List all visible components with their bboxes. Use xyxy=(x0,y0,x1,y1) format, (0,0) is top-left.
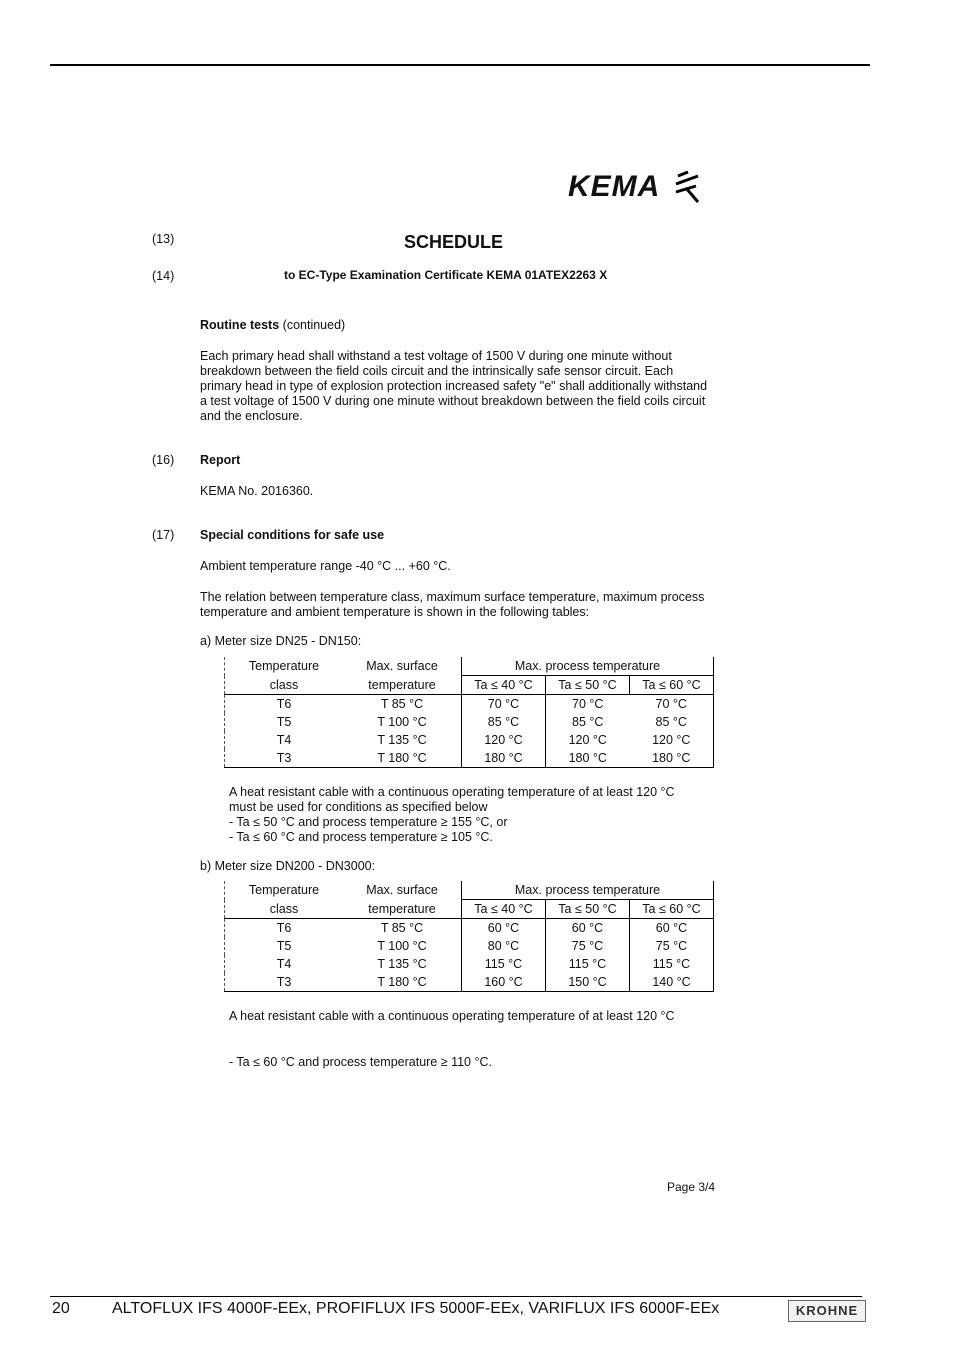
cell-ta40: 70 °C xyxy=(462,695,546,714)
routine-tests-heading xyxy=(200,318,345,333)
cell-class: T6 xyxy=(225,919,344,938)
cell-surface: T 100 °C xyxy=(377,939,427,953)
table-subheader-row xyxy=(225,900,714,919)
cell-class: T4 xyxy=(225,955,344,973)
ambient-range: Ambient temperature range -40 °C ... +60 °C. xyxy=(200,559,451,573)
cell-ta50: 150 °C xyxy=(546,973,630,992)
header-process: Max. process temperature xyxy=(462,657,714,676)
bottom-rule xyxy=(50,1296,862,1297)
table-row xyxy=(225,937,714,955)
cell-surface: T 135 °C xyxy=(377,957,427,971)
table-subheader-row xyxy=(225,676,714,695)
header-surface: Max. surface xyxy=(366,659,438,674)
cell-ta40: 60 °C xyxy=(462,919,546,938)
routine-line: and the enclosure. xyxy=(200,409,303,423)
cell-class: T3 xyxy=(225,973,344,992)
cell-ta50: 120 °C xyxy=(546,731,630,749)
header-ta50: Ta ≤ 50 °C xyxy=(546,900,630,919)
section-number-14: (14) xyxy=(152,269,175,283)
header-ta60: Ta ≤ 60 °C xyxy=(630,676,714,695)
table-header-row xyxy=(225,881,714,900)
cell-surface: T 85 °C xyxy=(343,919,462,938)
cell-ta40: 180 °C xyxy=(462,749,546,768)
cell-ta60: 180 °C xyxy=(630,749,714,768)
cell-class: T5 xyxy=(225,713,344,731)
cell-ta50: 115 °C xyxy=(546,955,630,973)
top-rule xyxy=(50,64,870,66)
table-row xyxy=(225,955,714,973)
table-b-note-2: - Ta ≤ 60 °C and process temperature ≥ 110 °C. xyxy=(229,1055,492,1069)
table-row xyxy=(225,731,714,749)
header-ta40: Ta ≤ 40 °C xyxy=(462,676,546,695)
table-b-note-1: A heat resistant cable with a continuous operating temperature of at least 120 °C xyxy=(229,1009,675,1023)
cell-ta50: 70 °C xyxy=(546,695,630,714)
routine-line: breakdown between the field coils circuit and the intrinsically safe sensor circuit. Each xyxy=(200,364,674,378)
header-process: Max. process temperature xyxy=(462,881,714,900)
table-a-notes xyxy=(229,785,675,845)
kema-logo-text: KEMA xyxy=(568,170,661,203)
cell-ta40: 120 °C xyxy=(462,731,546,749)
cell-ta60: 75 °C xyxy=(630,937,714,955)
report-heading: Report xyxy=(200,453,241,467)
cell-surface: T 135 °C xyxy=(377,733,427,747)
table-b-caption: b) Meter size DN200 - DN3000: xyxy=(200,859,376,873)
header-class-2: class xyxy=(225,900,344,919)
routine-tests-title: Routine tests xyxy=(200,318,280,332)
header-surface: Max. surface xyxy=(366,883,438,898)
header-ta40: Ta ≤ 40 °C xyxy=(462,900,546,919)
routine-line: a test voltage of 1500 V during one minute without breakdown between the field coils circuit xyxy=(200,394,706,408)
header-surface-2: temperature xyxy=(368,677,436,692)
routine-line: Each primary head shall withstand a test voltage of 1500 V during one minute without xyxy=(200,349,672,363)
table-a-caption: a) Meter size DN25 - DN150: xyxy=(200,634,362,648)
footer-product-line: ALTOFLUX IFS 4000F-EEx, PROFIFLUX IFS 5000F-EEx, VARIFLUX IFS 6000F-EEx xyxy=(112,1300,720,1317)
cell-ta40: 160 °C xyxy=(462,973,546,992)
schedule-title: SCHEDULE xyxy=(404,232,504,252)
cell-ta40: 80 °C xyxy=(462,937,546,955)
cell-ta60: 120 °C xyxy=(630,731,714,749)
routine-tests-suffix: (continued) xyxy=(279,318,346,332)
cell-ta50: 75 °C xyxy=(546,937,630,955)
section-number-17: (17) xyxy=(152,528,175,542)
note-line: must be used for conditions as specified below xyxy=(229,800,488,814)
table-row xyxy=(225,973,714,992)
cell-surface: T 85 °C xyxy=(343,695,462,714)
cell-class: T3 xyxy=(225,749,344,768)
table-header-row xyxy=(225,657,714,676)
header-class: Temperature xyxy=(225,657,344,676)
cell-class: T5 xyxy=(225,937,344,955)
table-a xyxy=(224,657,714,768)
header-class: Temperature xyxy=(225,881,344,900)
report-text: KEMA No. 2016360. xyxy=(200,484,314,498)
cell-class: T6 xyxy=(225,695,344,714)
cell-ta50: 60 °C xyxy=(546,919,630,938)
header-surface-2: temperature xyxy=(368,901,436,916)
section-number-13: (13) xyxy=(152,232,175,246)
cell-ta50: 85 °C xyxy=(546,713,630,731)
kema-logo-icon xyxy=(672,170,704,206)
cell-ta60: 140 °C xyxy=(630,973,714,992)
cell-ta40: 85 °C xyxy=(462,713,546,731)
table-row xyxy=(225,919,714,938)
header-class-2: class xyxy=(225,676,344,695)
note-line: - Ta ≤ 60 °C and process temperature ≥ 105 °C. xyxy=(229,830,493,844)
header-ta60: Ta ≤ 60 °C xyxy=(630,900,714,919)
relation-paragraph xyxy=(200,590,725,620)
certificate-subtitle: to EC-Type Examination Certificate KEMA 01ATEX2263 X xyxy=(284,268,608,282)
table-row xyxy=(225,713,714,731)
cell-ta60: 85 °C xyxy=(630,713,714,731)
note-line: A heat resistant cable with a continuous operating temperature of at least 120 °C xyxy=(229,785,675,799)
cell-surface: T 100 °C xyxy=(377,715,427,729)
krohne-logo: KROHNE xyxy=(788,1300,866,1322)
cell-ta60: 60 °C xyxy=(630,919,714,938)
cell-class: T4 xyxy=(225,731,344,749)
table-row xyxy=(225,695,714,714)
section-number-16: (16) xyxy=(152,453,175,467)
header-ta50: Ta ≤ 50 °C xyxy=(546,676,630,695)
cell-ta60: 115 °C xyxy=(630,955,714,973)
cell-surface: T 180 °C xyxy=(343,973,462,992)
kema-logo xyxy=(568,170,660,204)
note-line: - Ta ≤ 50 °C and process temperature ≥ 155 °C, or xyxy=(229,815,508,829)
routine-tests-paragraph xyxy=(200,349,725,424)
cell-ta40: 115 °C xyxy=(462,955,546,973)
cell-surface: T 180 °C xyxy=(343,749,462,768)
relation-line: temperature and ambient temperature is shown in the following tables: xyxy=(200,605,590,619)
footer-page-number: 20 xyxy=(52,1300,70,1317)
cell-ta50: 180 °C xyxy=(546,749,630,768)
page-number: Page 3/4 xyxy=(667,1180,716,1194)
routine-line: primary head in type of explosion protection increased safety "e" shall additionally withstand xyxy=(200,379,708,393)
special-conditions-heading: Special conditions for safe use xyxy=(200,528,385,542)
relation-line: The relation between temperature class, maximum surface temperature, maximum process xyxy=(200,590,705,604)
table-b xyxy=(224,881,714,992)
table-row xyxy=(225,749,714,768)
cell-ta60: 70 °C xyxy=(630,695,714,714)
